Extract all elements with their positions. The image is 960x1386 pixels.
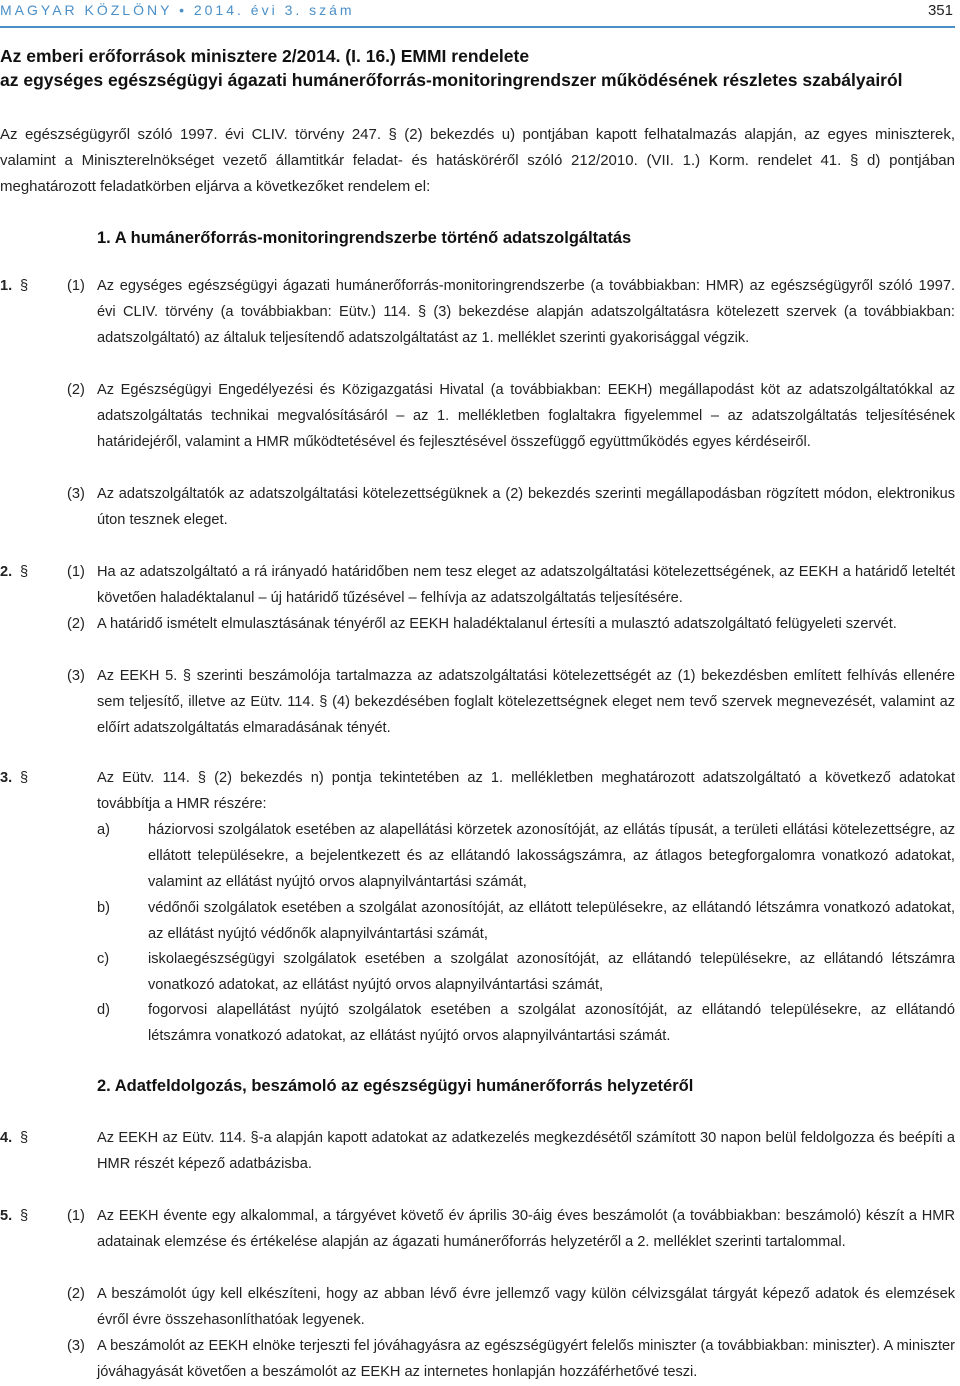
preamble: Az egészségügyről szóló 1997. évi CLIV. törvény 247. § (2) bekezdés u) pontjában kapott felhatalmazás alapján, az egyes miniszterek, valamint a Miniszterelnökséget vezető államtitkár feladat- és hatásköréről szóló 212/2010. (VII. 1.) Korm. rendelet 41. § d) pontjában meghatározott feladatkörben eljárva a következőket rendelem el:	[0, 126, 955, 195]
paragraph-number: 3.	[0, 770, 13, 786]
paragraph-text: Az Egészségügyi Engedélyezési és Közigazgatási Hivatal (a továbbiakban: EEKH) megállapodást köt az adatszolgáltatókkal az adatszolgáltatás technikai megvalósításáról – az 1. mellékletben foglaltakra figyelemmel – az adatszolgáltatás teljesítésének határidejéről, valamint a HMR működtetésével és fejlesztésével összefüggő együttműködés egyes kérdéseiről.	[97, 382, 955, 450]
paragraph-1-3	[0, 482, 955, 534]
paragraph-text: Az adatszolgáltatók az adatszolgáltatási kötelezettségüknek a (2) bekezdés szerinti megállapodásban rögzített módon, elektronikus úton tesznek eleget.	[97, 486, 955, 528]
list-item-label: d)	[97, 1002, 110, 1018]
list-item-text: védőnői szolgálatok esetében a szolgálat azonosítóját, az ellátott településekre, az ellátandó létszámra vonatkozó adatokat, az ellátást nyújtó védőnők alapnyilvántartási számát,	[148, 900, 955, 942]
publication-title: MAGYAR KÖZLÖNY • 2014. évi 3. szám	[0, 2, 355, 18]
list-item-d	[97, 998, 955, 1050]
list-item-text: háziorvosi szolgálatok esetében az alapellátási körzetek azonosítóját, az ellátás típusát, a területi ellátási kötelezettségre, az ellátott településekre, a bejelentkezett és az ellátandó lakosságszámra, az átlagos betegforgalomra vonatkozó adatokat, valamint az ellátást nyújtó orvos alapnyilvántartási számát,	[148, 822, 955, 890]
paragraph-2-2	[0, 612, 955, 638]
list-item-c	[97, 947, 955, 999]
subsection-number: (3)	[67, 1338, 85, 1354]
subsection-number: (1)	[67, 564, 85, 580]
subsection-number: (1)	[67, 1208, 85, 1224]
paragraph-2-1	[0, 560, 955, 612]
paragraph-5-2	[0, 1282, 955, 1334]
paragraph-text: A beszámolót úgy kell elkészíteni, hogy az abban lévő évre jellemző vagy külön célvizsgálat tárgyát képező adatok és elemzések évről évre összehasonlíthatóak legyenek.	[97, 1286, 955, 1328]
section-sign: §	[20, 1130, 29, 1146]
paragraph-text: Az Eütv. 114. § (2) bekezdés n) pontja tekintetében az 1. mellékletben meghatározott adatszolgáltató a következő adatokat továbbítja a HMR részére:	[97, 770, 955, 812]
paragraph-2-3	[0, 664, 955, 741]
paragraph-5-3	[0, 1334, 955, 1386]
list-item-label: a)	[97, 822, 110, 838]
list-item-a	[97, 818, 955, 895]
paragraph-number: 2.	[0, 564, 13, 580]
paragraph-4	[0, 1126, 955, 1178]
section-sign: §	[20, 564, 29, 580]
list-item-text: fogorvosi alapellátást nyújtó szolgálatok esetében a szolgálat azonosítóját, az ellátandó településekre, az ellátandó létszámra vonatkozó adatokat, az ellátást nyújtó orvos alapnyilvántartási számát.	[148, 1002, 955, 1044]
paragraph-text: A beszámolót az EEKH elnöke terjeszti fel jóváhagyásra az egészségügyért felelős miniszter (a továbbiakban: miniszter). A miniszter jóváhagyását követően a beszámolót az EEKH az internetes honlapján hozzáférhetővé teszi.	[97, 1338, 955, 1380]
paragraph-text: Az EEKH 5. § szerinti beszámolója tartalmazza az adatszolgáltatási kötelezettségét az (1) bekezdésben említett felhívás ellenére sem teljesítő, illetve az Eütv. 114. § (4) bekezdésében foglalt kötelezettségnek eleget nem tevő szervek megnevezését, valamint az előírt adatszolgáltatás elmaradásának tényét.	[97, 668, 955, 736]
list-item-b	[97, 896, 955, 948]
paragraph-number: 1.	[0, 278, 13, 294]
paragraph-1-2	[0, 378, 955, 455]
subsection-number: (3)	[67, 668, 85, 684]
list-item-text: iskolaegészségügyi szolgálatok esetében a szolgálat azonosítóját, az ellátandó településekre, az ellátandó létszámra vonatkozó adatokat, az ellátást nyújtó orvos alapnyilvántartási számát,	[148, 951, 955, 993]
decree-title	[0, 44, 955, 92]
subsection-number: (3)	[67, 486, 85, 502]
decree-title-line2: az egységes egészségügyi ágazati humánerőforrás-monitoringrendszer működésének részletes szabályairól	[0, 70, 903, 90]
subsection-number: (2)	[67, 616, 85, 632]
paragraph-1-1	[0, 274, 955, 351]
subsection-number: (2)	[67, 1286, 85, 1302]
paragraph-number: 5.	[0, 1208, 13, 1224]
page-header	[0, 2, 955, 24]
paragraph-number: 4.	[0, 1130, 13, 1146]
paragraph-3	[0, 766, 955, 818]
paragraph-text: Az EEKH az Eütv. 114. §-a alapján kapott adatokat az adatkezelés megkezdésétől számított 30 napon belül feldolgozza és beépíti a HMR részét képező adatbázisba.	[97, 1130, 955, 1172]
header-divider	[0, 26, 955, 28]
page-number: 351	[927, 2, 953, 19]
section-title-2: 2. Adatfeldolgozás, beszámoló az egészségügyi humánerőforrás helyzetéről	[97, 1077, 694, 1095]
decree-title-line1: Az emberi erőforrások minisztere 2/2014. (I. 16.) EMMI rendelete	[0, 46, 530, 66]
section-sign: §	[20, 1208, 29, 1224]
paragraph-5-1	[0, 1204, 955, 1256]
subsection-number: (2)	[67, 382, 85, 398]
paragraph-text: Ha az adatszolgáltató a rá irányadó határidőben nem tesz eleget az adatszolgáltatási kötelezettségének, az EEKH a határidő leteltét követően haladéktalanul – új határidő tűzésével – felhívja az adatszolgáltatás teljesítésére.	[97, 564, 955, 606]
paragraph-text: Az EEKH évente egy alkalommal, a tárgyévet követő év április 30-áig éves beszámolót (a továbbiakban: beszámoló) készít a HMR adatainak elemzése és értékelése alapján az ágazati humánerőforrás helyzetéről a 2. melléklet szerinti tartalommal.	[97, 1208, 955, 1250]
subsection-number: (1)	[67, 278, 85, 294]
section-sign: §	[20, 278, 29, 294]
paragraph-text: A határidő ismételt elmulasztásának tényéről az EEKH haladéktalanul értesíti a mulasztó adatszolgáltató felügyeleti szervét.	[97, 616, 897, 632]
paragraph-text: Az egységes egészségügyi ágazati humánerőforrás-monitoringrendszerbe (a továbbiakban: HMR) az egészségügyről szóló 1997. évi CLIV. törvény (a továbbiakban: Eütv.) 114. § (3) bekezdése alapján adatszolgáltatásra kötelezett szervek (a továbbiakban: adatszolgáltató) az általuk teljesítendő adatszolgáltatást az 1. melléklet szerinti gyakorisággal végzik.	[97, 278, 955, 346]
list-item-label: b)	[97, 900, 110, 916]
list-item-label: c)	[97, 951, 110, 967]
section-title-1: 1. A humánerőforrás-monitoringrendszerbe történő adatszolgáltatás	[97, 229, 632, 247]
section-sign: §	[20, 770, 29, 786]
